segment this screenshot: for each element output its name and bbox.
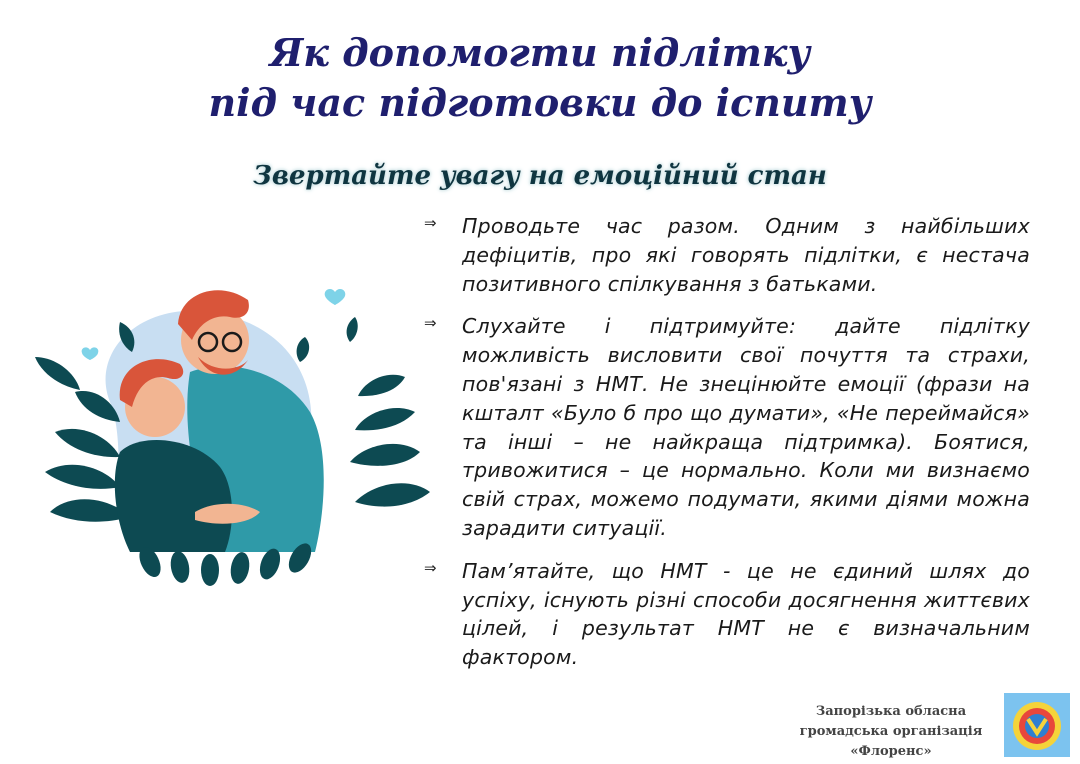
double-arrow-right-icon: ⇒ xyxy=(424,214,437,232)
list-item xyxy=(420,557,1030,672)
org-line-1: Запорізька обласна xyxy=(815,704,967,719)
parent-teen-illustration xyxy=(20,262,440,602)
tip-text: Слухайте і підтримуйте: дайте підлітку можливість висловити свої почуття та страхи, пов'язані з НМТ. Не знецінюйте емоції (фрази на кшталт «Було б про що думати», «Не переймайся» та інші – не найкраща підтримка). Боятися, тривожитися – це нормально. Коли ми визнаємо свій страх, можемо подумати, якими діями можна зарадити ситуації. xyxy=(462,314,1030,540)
list-item xyxy=(420,312,1030,542)
organization-name xyxy=(786,702,996,762)
tip-text: Пам’ятайте, що НМТ - це не єдиний шлях до успіху, існують різні способи досягнення життєвих цілей, і результат НМТ не є визначальним фактором. xyxy=(462,558,1030,670)
title-line-2: під час підготовки до іспиту xyxy=(208,80,872,125)
florence-logo xyxy=(1004,693,1070,757)
list-item xyxy=(420,212,1030,298)
org-line-3: «Флоренс» xyxy=(850,744,932,759)
tip-text: Проводьте час разом. Одним з найбільших дефіцитів, про які говорять підлітки, є нестача позитивного спілкування з батьками. xyxy=(462,214,1030,296)
tips-list xyxy=(420,212,1030,686)
section-subtitle: Звертайте увагу на емоційний стан xyxy=(253,161,827,191)
org-line-2: громадська організація xyxy=(799,724,983,739)
double-arrow-right-icon: ⇒ xyxy=(424,558,437,577)
double-arrow-right-icon: ⇒ xyxy=(424,314,437,333)
page-title xyxy=(0,28,1080,128)
title-line-1: Як допомогти підлітку xyxy=(269,30,811,75)
